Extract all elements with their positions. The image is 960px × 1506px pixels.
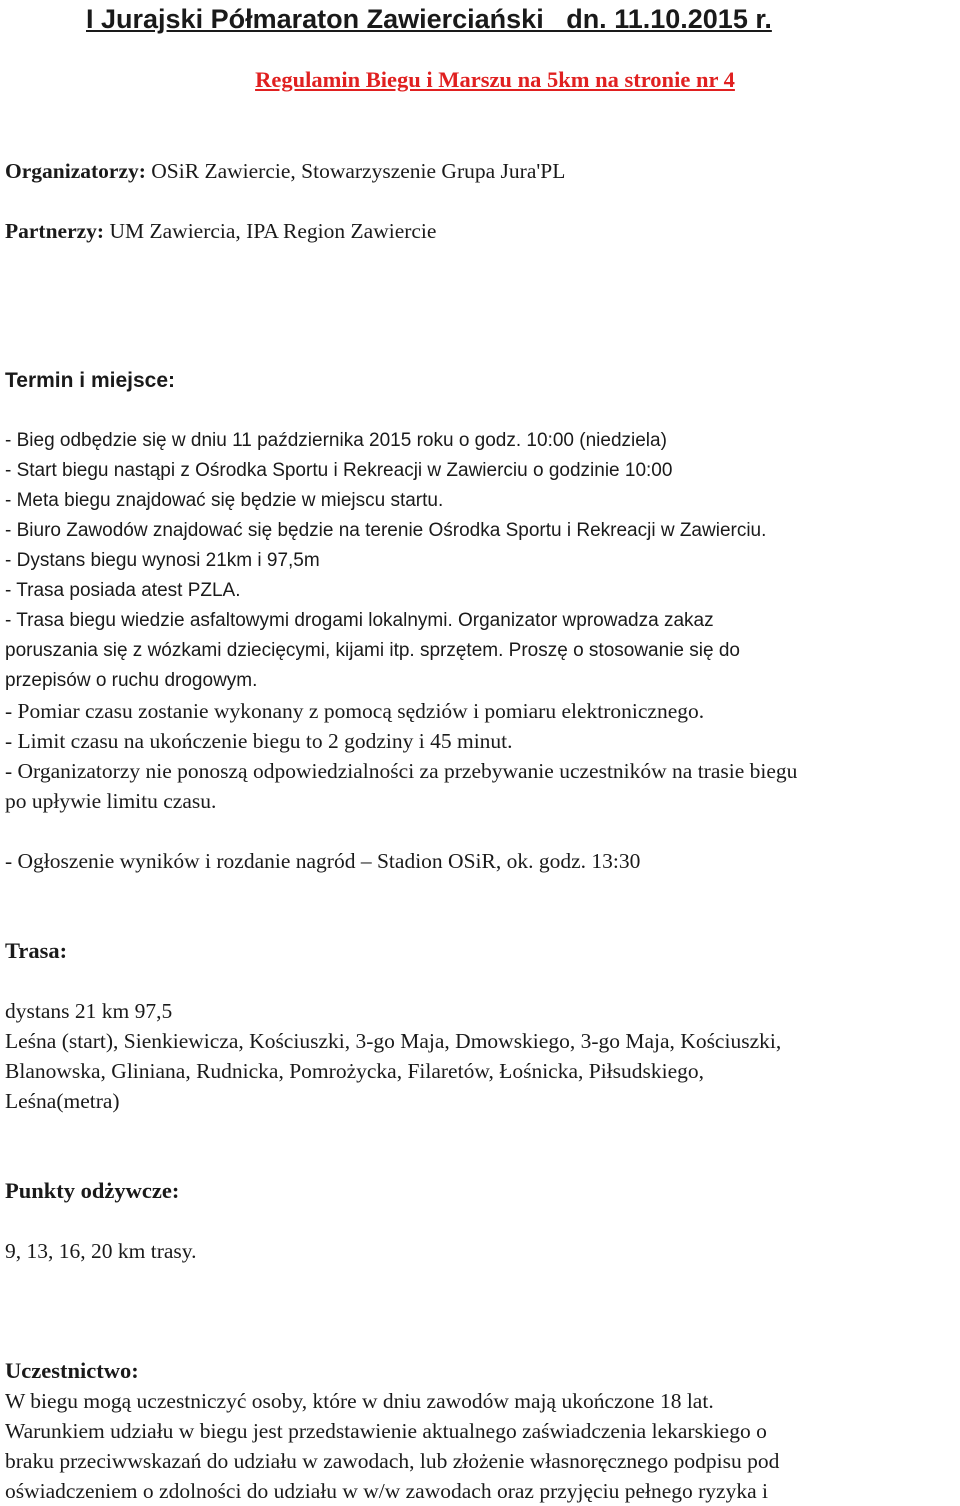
organizers-value: OSiR Zawiercie, Stowarzyszenie Grupa Jura'PL — [145, 159, 566, 183]
schedule-line-2: - Start biegu nastąpi z Ośrodka Sportu i Rekreacji w Zawierciu o godzinie 10:00 — [5, 460, 673, 481]
schedule-line-14: - Ogłoszenie wyników i rozdanie nagród – Stadion OSiR, ok. godz. 13:30 — [5, 849, 641, 873]
schedule-line-10: - Pomiar czasu zostanie wykonany z pomocą sędziów i pomiaru elektronicznego. — [5, 699, 705, 723]
refreshments-heading: Punkty odżywcze: — [5, 1178, 180, 1203]
schedule-heading: Termin i miejsce: — [5, 369, 176, 392]
schedule-line-1 — [5, 426, 667, 456]
schedule-line-13: po upływie limitu czasu. — [5, 789, 217, 813]
schedule-line-12: - Organizatorzy nie ponoszą odpowiedzialności za przebywanie uczestników na trasie biegu — [5, 759, 798, 783]
route-heading: Trasa: — [5, 938, 68, 963]
participation-heading: Uczestnictwo: — [5, 1358, 139, 1383]
document-title: I Jurajski Półmaraton Zawierciański dn. 11.10.2015 r. — [86, 4, 772, 34]
organizers-line — [5, 156, 565, 186]
schedule-line-9: przepisów o ruchu drogowym. — [5, 670, 258, 691]
organizers-label: Organizatorzy: — [5, 159, 146, 183]
schedule-line-7 — [5, 606, 714, 636]
route-line-1: dystans 21 km 97,5 — [5, 999, 173, 1023]
route-surface-text: - Trasa biegu wiedzie asfaltowymi drogami lokalnymi. — [5, 610, 453, 631]
partners-label: Partnerzy: — [5, 219, 105, 243]
partners-value: UM Zawiercia, IPA Region Zawiercie — [104, 219, 437, 243]
schedule-line-4: - Biuro Zawodów znajdować się będzie na terenie Ośrodka Sportu i Rekreacji w Zawierciu. — [5, 520, 767, 541]
participation-line-4: oświadczeniem o zdolności do udziału w w/w zawodach oraz przyjęciu pełnego ryzyka i — [5, 1479, 768, 1503]
schedule-line-8 — [5, 636, 740, 666]
participation-line-3: braku przeciwwskazań do udziału w zawodach, lub złożenie własnoręcznego podpisu pod — [5, 1449, 780, 1473]
ban-items-text: poruszania się z wózkami dziecięcymi, kijami itp. sprzętem — [5, 640, 499, 661]
traffic-rules-text: . Proszę o stosowanie się do — [498, 640, 740, 661]
route-line-2: Leśna (start), Sienkiewicza, Kościuszki, 3-go Maja, Dmowskiego, 3-go Maja, Kościuszki, — [5, 1029, 782, 1053]
route-line-3: Blanowska, Gliniana, Rudnicka, Pomrożycka, Filaretów, Łośnicka, Piłsudskiego, — [5, 1059, 705, 1083]
schedule-time-text: 10:00 (niedziela) — [521, 430, 667, 451]
rules-link[interactable]: Regulamin Biegu i Marszu na 5km na stronie nr 4 — [255, 67, 735, 92]
schedule-line-5: - Dystans biegu wynosi 21km i 97,5m — [5, 550, 320, 571]
schedule-line-11: - Limit czasu na ukończenie biegu to 2 godziny i 45 minut. — [5, 729, 513, 753]
participation-line-1: W biegu mogą uczestniczyć osoby, które w dniu zawodów mają ukończone 18 lat. — [5, 1389, 714, 1413]
schedule-date-text: - Bieg odbędzie się w dniu 11 października 2015 roku o godz. — [5, 430, 522, 451]
schedule-line-3: - Meta biegu znajdować się będzie w miejscu startu. — [5, 490, 444, 511]
ban-notice-text: Organizator wprowadza zakaz — [452, 610, 714, 631]
route-line-4: Leśna(metra) — [5, 1089, 120, 1113]
schedule-line-6: - Trasa posiada atest PZLA. — [5, 580, 241, 601]
partners-line — [5, 216, 436, 246]
refreshments-line-1: 9, 13, 16, 20 km trasy. — [5, 1239, 197, 1263]
participation-line-2: Warunkiem udziału w biegu jest przedstawienie aktualnego zaświadczenia lekarskiego o — [5, 1419, 767, 1443]
